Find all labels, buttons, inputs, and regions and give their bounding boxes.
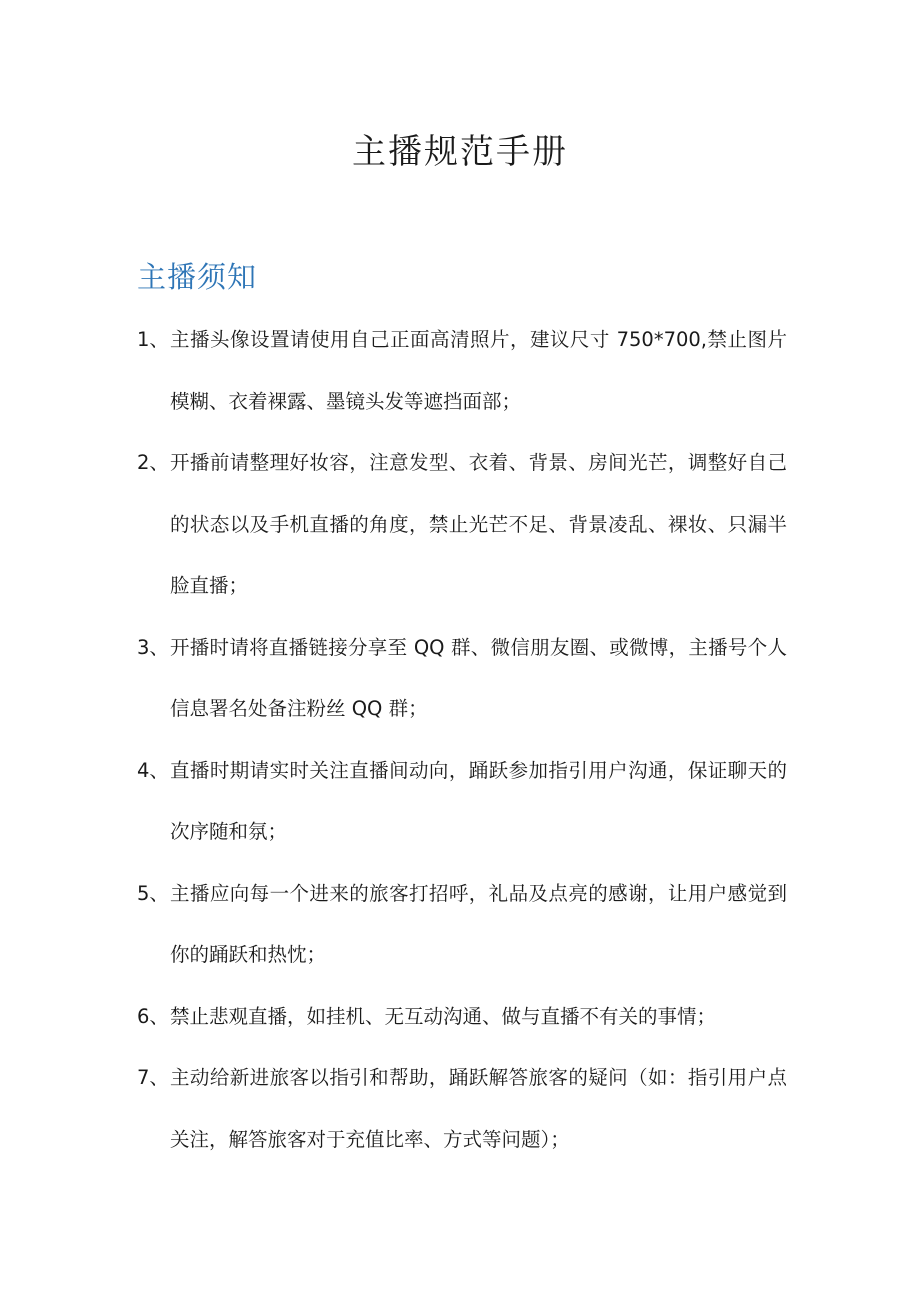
list-item (137, 617, 787, 740)
list-item-text: 主播头像设置请使用自己正面高清照片，建议尺寸 750*700,禁止图片模糊、衣着裸露、墨镜头发等遮挡面部； (170, 328, 787, 413)
list-item (137, 309, 787, 432)
list-item-number: 3、 (137, 635, 169, 659)
list-item-number: 5、 (137, 881, 169, 905)
list-item (137, 1047, 787, 1170)
list-item (137, 740, 787, 863)
page-title: 主播规范手册 (352, 132, 568, 172)
list-item-number: 7、 (137, 1066, 169, 1089)
rules-list (137, 309, 787, 1170)
list-item (137, 986, 787, 1048)
list-item-text: 主动给新进旅客以指引和帮助，踊跃解答旅客的疑问（如：指引用户点关注，解答旅客对于充值比率、方式等问题）； (170, 1066, 787, 1151)
list-item-text: 直播时期请实时关注直播间动向，踊跃参加指引用户沟通，保证聊天的次序随和氛； (170, 758, 787, 843)
list-item-text: 禁止悲观直播，如挂机、无互动沟通、做与直播不有关的事情； (170, 1004, 717, 1028)
list-item-text: 主播应向每一个进来的旅客打招呼，礼品及点亮的感谢，让用户感觉到你的踊跃和热忱； (170, 881, 787, 966)
section-heading: 主播须知 (137, 260, 258, 294)
list-item-number: 6、 (137, 1004, 169, 1028)
list-item-text: 开播前请整理好妆容，注意发型、衣着、背景、房间光芒，调整好自己的状态以及手机直播的角度，禁止光芒不足、背景凌乱、裸妆、只漏半脸直播； (170, 451, 787, 597)
list-item-number: 2、 (137, 451, 169, 474)
list-item-text: 开播时请将直播链接分享至 QQ 群、微信朋友圈、或微博，主播号个人信息署名处备注粉丝 QQ 群； (170, 635, 787, 720)
list-item (137, 863, 787, 986)
list-item-number: 1、 (137, 328, 169, 351)
list-item-number: 4、 (137, 758, 169, 782)
list-item (137, 432, 787, 617)
